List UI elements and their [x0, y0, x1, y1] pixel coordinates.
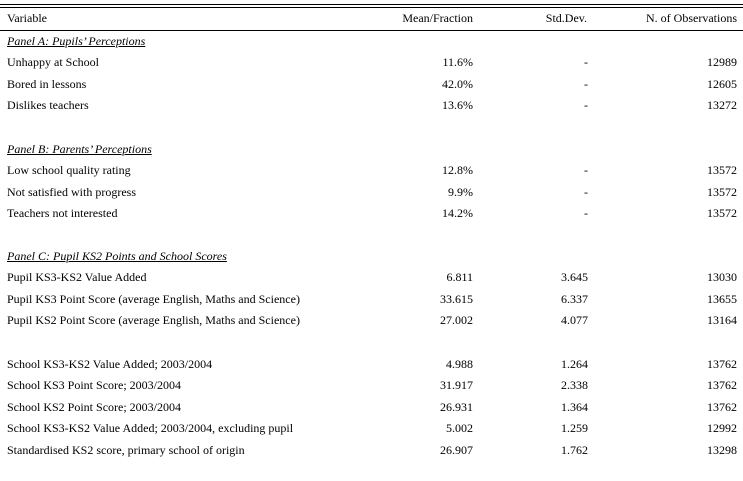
- header-n: N. of Observations: [646, 11, 737, 25]
- row-sd: -: [584, 206, 588, 220]
- row-sd: 6.337: [561, 292, 588, 306]
- row-mean: 27.002: [440, 313, 473, 327]
- table-row: [0, 398, 743, 416]
- row-sd: 2.338: [561, 378, 588, 392]
- row-sd: -: [584, 55, 588, 69]
- top-rule-outer: [0, 4, 743, 5]
- row-variable: Dislikes teachers: [7, 98, 89, 112]
- row-variable: School KS3-KS2 Value Added; 2003/2004: [7, 357, 213, 371]
- table-row: [0, 53, 743, 71]
- table-row: [0, 183, 743, 201]
- row-mean: 4.988: [446, 357, 473, 371]
- table-row: [0, 376, 743, 394]
- row-n: 13762: [707, 357, 737, 371]
- row-mean: 33.615: [440, 292, 473, 306]
- row-n: 13164: [707, 313, 737, 327]
- row-mean: 31.917: [440, 378, 473, 392]
- row-mean: 42.0%: [442, 77, 473, 91]
- row-n: 13655: [707, 292, 737, 306]
- row-n: 13762: [707, 378, 737, 392]
- row-mean: 9.9%: [448, 185, 473, 199]
- table-row: [0, 311, 743, 329]
- header-variable: Variable: [7, 11, 47, 25]
- table-row: [0, 161, 743, 179]
- row-mean: 11.6%: [442, 55, 473, 69]
- row-mean: 26.907: [440, 443, 473, 457]
- row-mean: 12.8%: [442, 163, 473, 177]
- row-variable: School KS3 Point Score; 2003/2004: [7, 378, 182, 392]
- row-mean: 14.2%: [442, 206, 473, 220]
- row-sd: -: [584, 77, 588, 91]
- row-sd: 1.364: [561, 400, 588, 414]
- row-sd: 3.645: [561, 270, 588, 284]
- row-n: 13572: [707, 163, 737, 177]
- row-n: 12992: [707, 421, 737, 435]
- row-sd: 1.264: [561, 357, 588, 371]
- panel-a-title: Panel A: Pupils’ Perceptions: [7, 34, 146, 48]
- row-n: 13762: [707, 400, 737, 414]
- row-variable: Teachers not interested: [7, 206, 118, 220]
- row-variable: Not satisfied with progress: [7, 185, 136, 199]
- row-n: 12989: [707, 55, 737, 69]
- row-variable: Pupil KS3-KS2 Value Added: [7, 270, 147, 284]
- row-mean: 6.811: [446, 270, 473, 284]
- row-n: 12605: [707, 77, 737, 91]
- row-variable: Standardised KS2 score, primary school of origin: [7, 443, 245, 457]
- header-rule: [0, 30, 743, 31]
- row-sd: 1.762: [561, 443, 588, 457]
- row-variable: Bored in lessons: [7, 77, 87, 91]
- table-row: [0, 268, 743, 286]
- row-mean: 13.6%: [442, 98, 473, 112]
- row-variable: School KS3-KS2 Value Added; 2003/2004, excluding pupil: [7, 421, 294, 435]
- table-row: [0, 355, 743, 373]
- row-n: 13298: [707, 443, 737, 457]
- row-n: 13572: [707, 185, 737, 199]
- row-mean: 26.931: [440, 400, 473, 414]
- table-row: [0, 204, 743, 222]
- row-sd: -: [584, 163, 588, 177]
- row-variable: Pupil KS3 Point Score (average English, Maths and Science): [7, 292, 300, 306]
- row-sd: 1.259: [561, 421, 588, 435]
- row-mean: 5.002: [446, 421, 473, 435]
- row-variable: Pupil KS2 Point Score (average English, Maths and Science): [7, 313, 300, 327]
- row-n: 13572: [707, 206, 737, 220]
- row-sd: -: [584, 98, 588, 112]
- table-row: [0, 419, 743, 437]
- row-variable: School KS2 Point Score; 2003/2004: [7, 400, 182, 414]
- table-row: [0, 75, 743, 93]
- row-variable: Unhappy at School: [7, 55, 99, 69]
- header-sd: Std.Dev.: [545, 11, 587, 25]
- table-row: [0, 96, 743, 114]
- row-variable: Low school quality rating: [7, 163, 131, 177]
- row-sd: -: [584, 185, 588, 199]
- table-row: [0, 441, 743, 459]
- table-row: [0, 290, 743, 308]
- panel-c-title: Panel C: Pupil KS2 Points and School Scores: [7, 249, 227, 263]
- table-header: [0, 9, 743, 27]
- top-rule-inner: [0, 7, 743, 8]
- row-n: 13272: [707, 98, 737, 112]
- header-mean: Mean/Fraction: [402, 11, 473, 25]
- panel-b-title: Panel B: Parents’ Perceptions: [7, 142, 152, 156]
- row-sd: 4.077: [561, 313, 588, 327]
- row-n: 13030: [707, 270, 737, 284]
